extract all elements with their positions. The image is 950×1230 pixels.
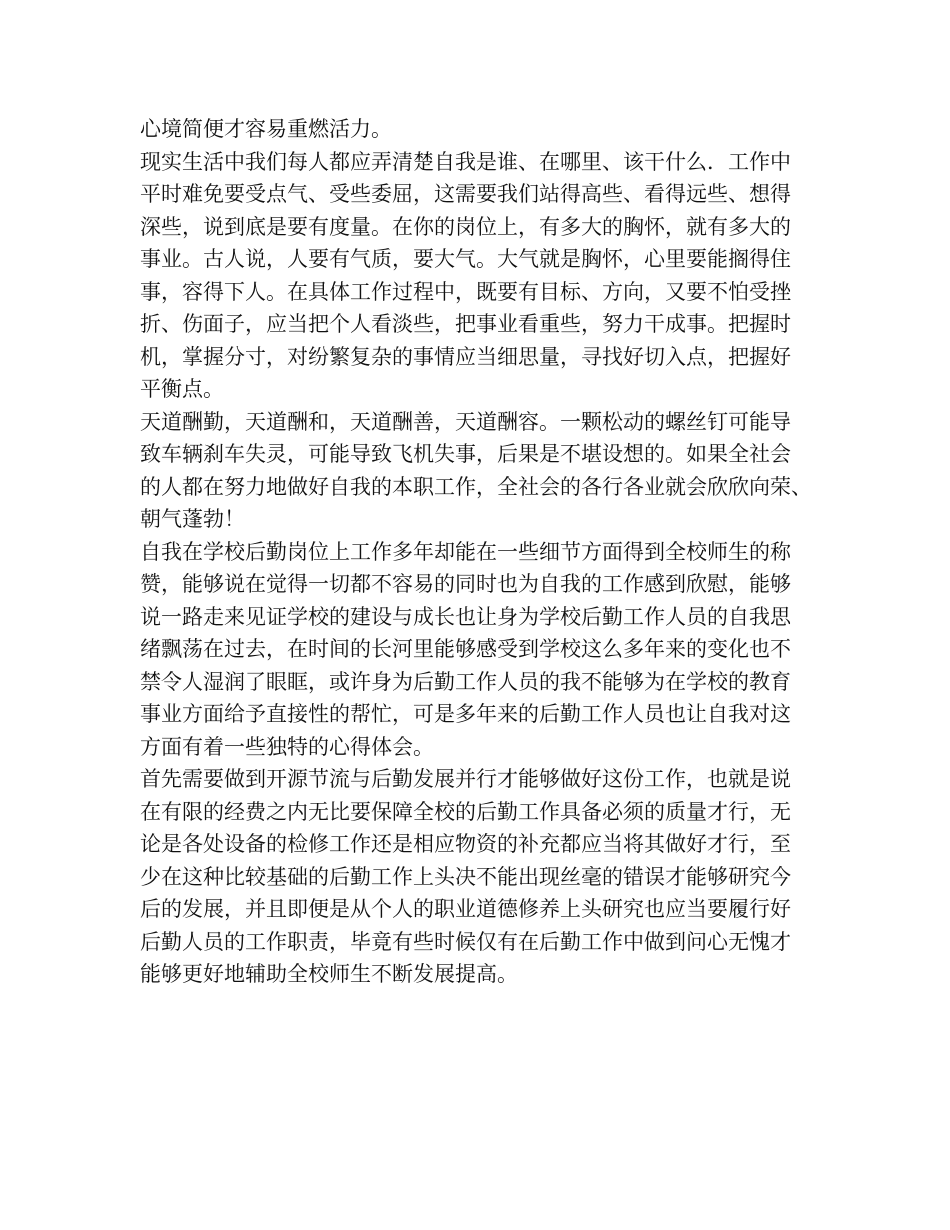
text-line: 能够更好地辅助全校师生不断发展提高。 <box>140 962 518 986</box>
text-line: 机，掌握分寸，对纷繁复杂的事情应当细思量，寻找好切入点，把握好 <box>140 344 791 369</box>
text-line: 朝气蓬勃！ <box>140 507 245 531</box>
text-line: 深些，说到底是要有度量。在你的岗位上，有多大的胸怀，就有多大的 <box>140 214 791 239</box>
text-line: 致车辆刹车失灵，可能导致飞机失事，后果是不堪设想的。如果全社会 <box>140 442 791 466</box>
text-line: 事业。古人说，人要有气质，要大气。大气就是胸怀，心里要能搁得住 <box>140 247 791 271</box>
text-line: 论是各处设备的检修工作还是相应物资的补充都应当将其做好才行，至 <box>140 832 791 856</box>
text-line: 折、伤面子，应当把个人看淡些，把事业看重些，努力干成事。把握时 <box>140 312 791 336</box>
text-line: 后勤人员的工作职责，毕竟有些时候仅有在后勤工作中做到问心无愧才 <box>140 929 791 954</box>
text-line: 禁令人湿润了眼眶，或许身为后勤工作人员的我不能够为在学校的教育 <box>140 669 791 694</box>
text-line: 现实生活中我们每人都应弄清楚自我是谁、在哪里、该干什么．工作中 <box>140 149 791 174</box>
text-line: 说一路走来见证学校的建设与成长也让身为学校后勤工作人员的自我思 <box>140 604 791 629</box>
text-line: 平时难免要受点气、受些委屈，这需要我们站得高些、看得远些、想得 <box>140 182 791 206</box>
text-line: 事，容得下人。在具体工作过程中，既要有目标、方向，又要不怕受挫 <box>140 279 791 304</box>
text-line: 首先需要做到开源节流与后勤发展并行才能够做好这份工作，也就是说 <box>140 767 791 791</box>
text-line: 绪飘荡在过去，在时间的长河里能够感受到学校这么多年来的变化也不 <box>140 637 791 661</box>
text-line: 的人都在努力地做好自我的本职工作，全社会的各行各业就会欣欣向荣、 <box>140 474 812 499</box>
text-line: 在有限的经费之内无比要保障全校的后勤工作具备必须的质量才行，无 <box>140 799 791 824</box>
text-line: 少在这种比较基础的后勤工作上头决不能出现丝毫的错误才能够研究今 <box>140 864 791 889</box>
text-line: 赞，能够说在觉得一切都不容易的同时也为自我的工作感到欣慰，能够 <box>140 572 791 596</box>
text-line: 方面有着一些独特的心得体会。 <box>140 734 434 759</box>
text-line: 后的发展，并且即便是从个人的职业道德修养上头研究也应当要履行好 <box>140 897 791 921</box>
text-line: 自我在学校后勤岗位上工作多年却能在一些细节方面得到全校师生的称 <box>140 539 791 564</box>
text-line: 心境简便才容易重燃活力。 <box>140 117 392 141</box>
text-line: 事业方面给予直接性的帮忙，可是多年来的后勤工作人员也让自我对这 <box>140 702 791 726</box>
text-line: 平衡点。 <box>140 377 224 401</box>
text-line: 天道酬勤，天道酬和，天道酬善，天道酬容。一颗松动的螺丝钉可能导 <box>140 409 791 434</box>
body-text <box>140 113 840 991</box>
